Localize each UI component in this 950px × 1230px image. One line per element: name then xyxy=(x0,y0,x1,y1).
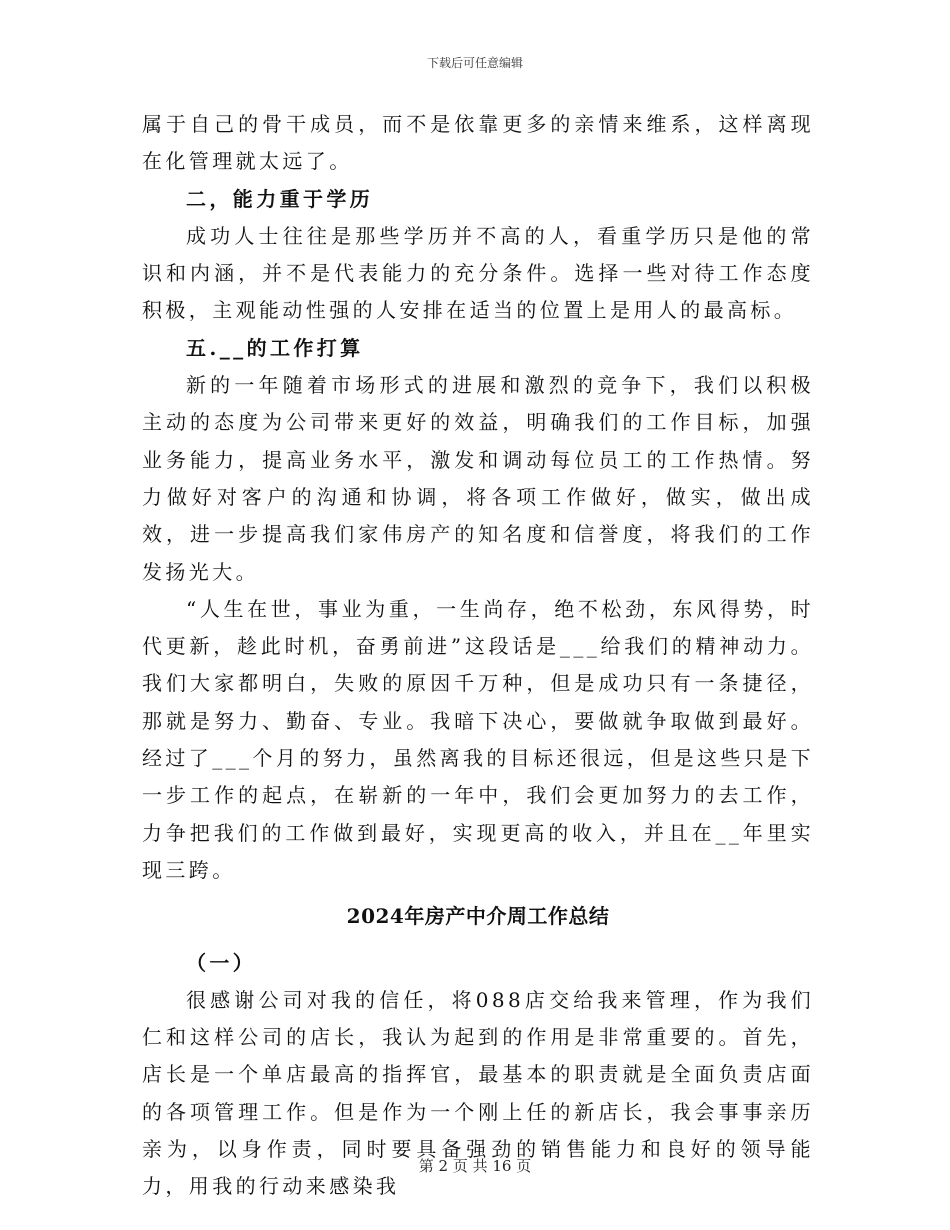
paragraph-ability: 成功人士往往是那些学历并不高的人，看重学历只是他的常识和内涵，并不是代表能力的充分条件。选择一些对待工作态度积极，主观能动性强的人安排在适当的位置上是用人的最高标。 xyxy=(142,223,814,323)
paragraph-store-manager: 很感谢公司对我的信任，将088店交给我来管理，作为我们仁和这样公司的店长，我认为起到的作用是非常重要的。首先，店长是一个单店最高的指挥官，最基本的职责就是全面负责店面的各项管理工作。但是作为一个刚上任的新店长，我会事事亲历亲为，以身作责，同时要具备强劲的销售能力和良好的领导能力，用我的行动来感染我 xyxy=(142,987,814,1199)
section-heading-ability: 二，能力重于学历 xyxy=(186,186,374,211)
page-footer: 第 2 页 共 16 页 xyxy=(418,1157,532,1175)
document-body xyxy=(142,106,814,1206)
paragraph-continued: 属于自己的骨干成员，而不是依靠更多的亲情来维系，这样离现在化管理就太远了。 xyxy=(142,112,814,174)
document-title: 2024年房产中介周工作总结 xyxy=(346,904,610,929)
paragraph-motto: “人生在世，事业为重，一生尚存，绝不松劲，东风得势，时代更新，趁此时机，奋勇前进”这段话是___给我们的精神动力。我们大家都明白，失败的原因千万种，但是成功只有一条捷径，那就是努力、勤奋、专业。我暗下决心，要做就争取做到最好。经过了___个月的努力，虽然离我的目标还很远，但是这些只是下一步工作的起点，在崭新的一年中，我们会更加努力的去工作，力争把我们的工作做到最好，实现更高的收入，并且在__年里实现三跨。 xyxy=(142,596,814,882)
subsection-heading-one: （一） xyxy=(186,950,257,975)
section-heading-work-plan: 五.__的工作打算 xyxy=(186,335,364,360)
header-note: 下载后可任意编辑 xyxy=(426,56,523,70)
paragraph-work-plan: 新的一年随着市场形式的进展和激烈的竞争下，我们以积极主动的态度为公司带来更好的效益，明确我们的工作目标，加强业务能力，提高业务水平，激发和调动每位员工的工作热情。努力做好对客户的沟通和协调，将各项工作做好，做实，做出成效，进一步提高我们家伟房产的知名度和信誉度，将我们的工作发扬光大。 xyxy=(142,373,814,584)
